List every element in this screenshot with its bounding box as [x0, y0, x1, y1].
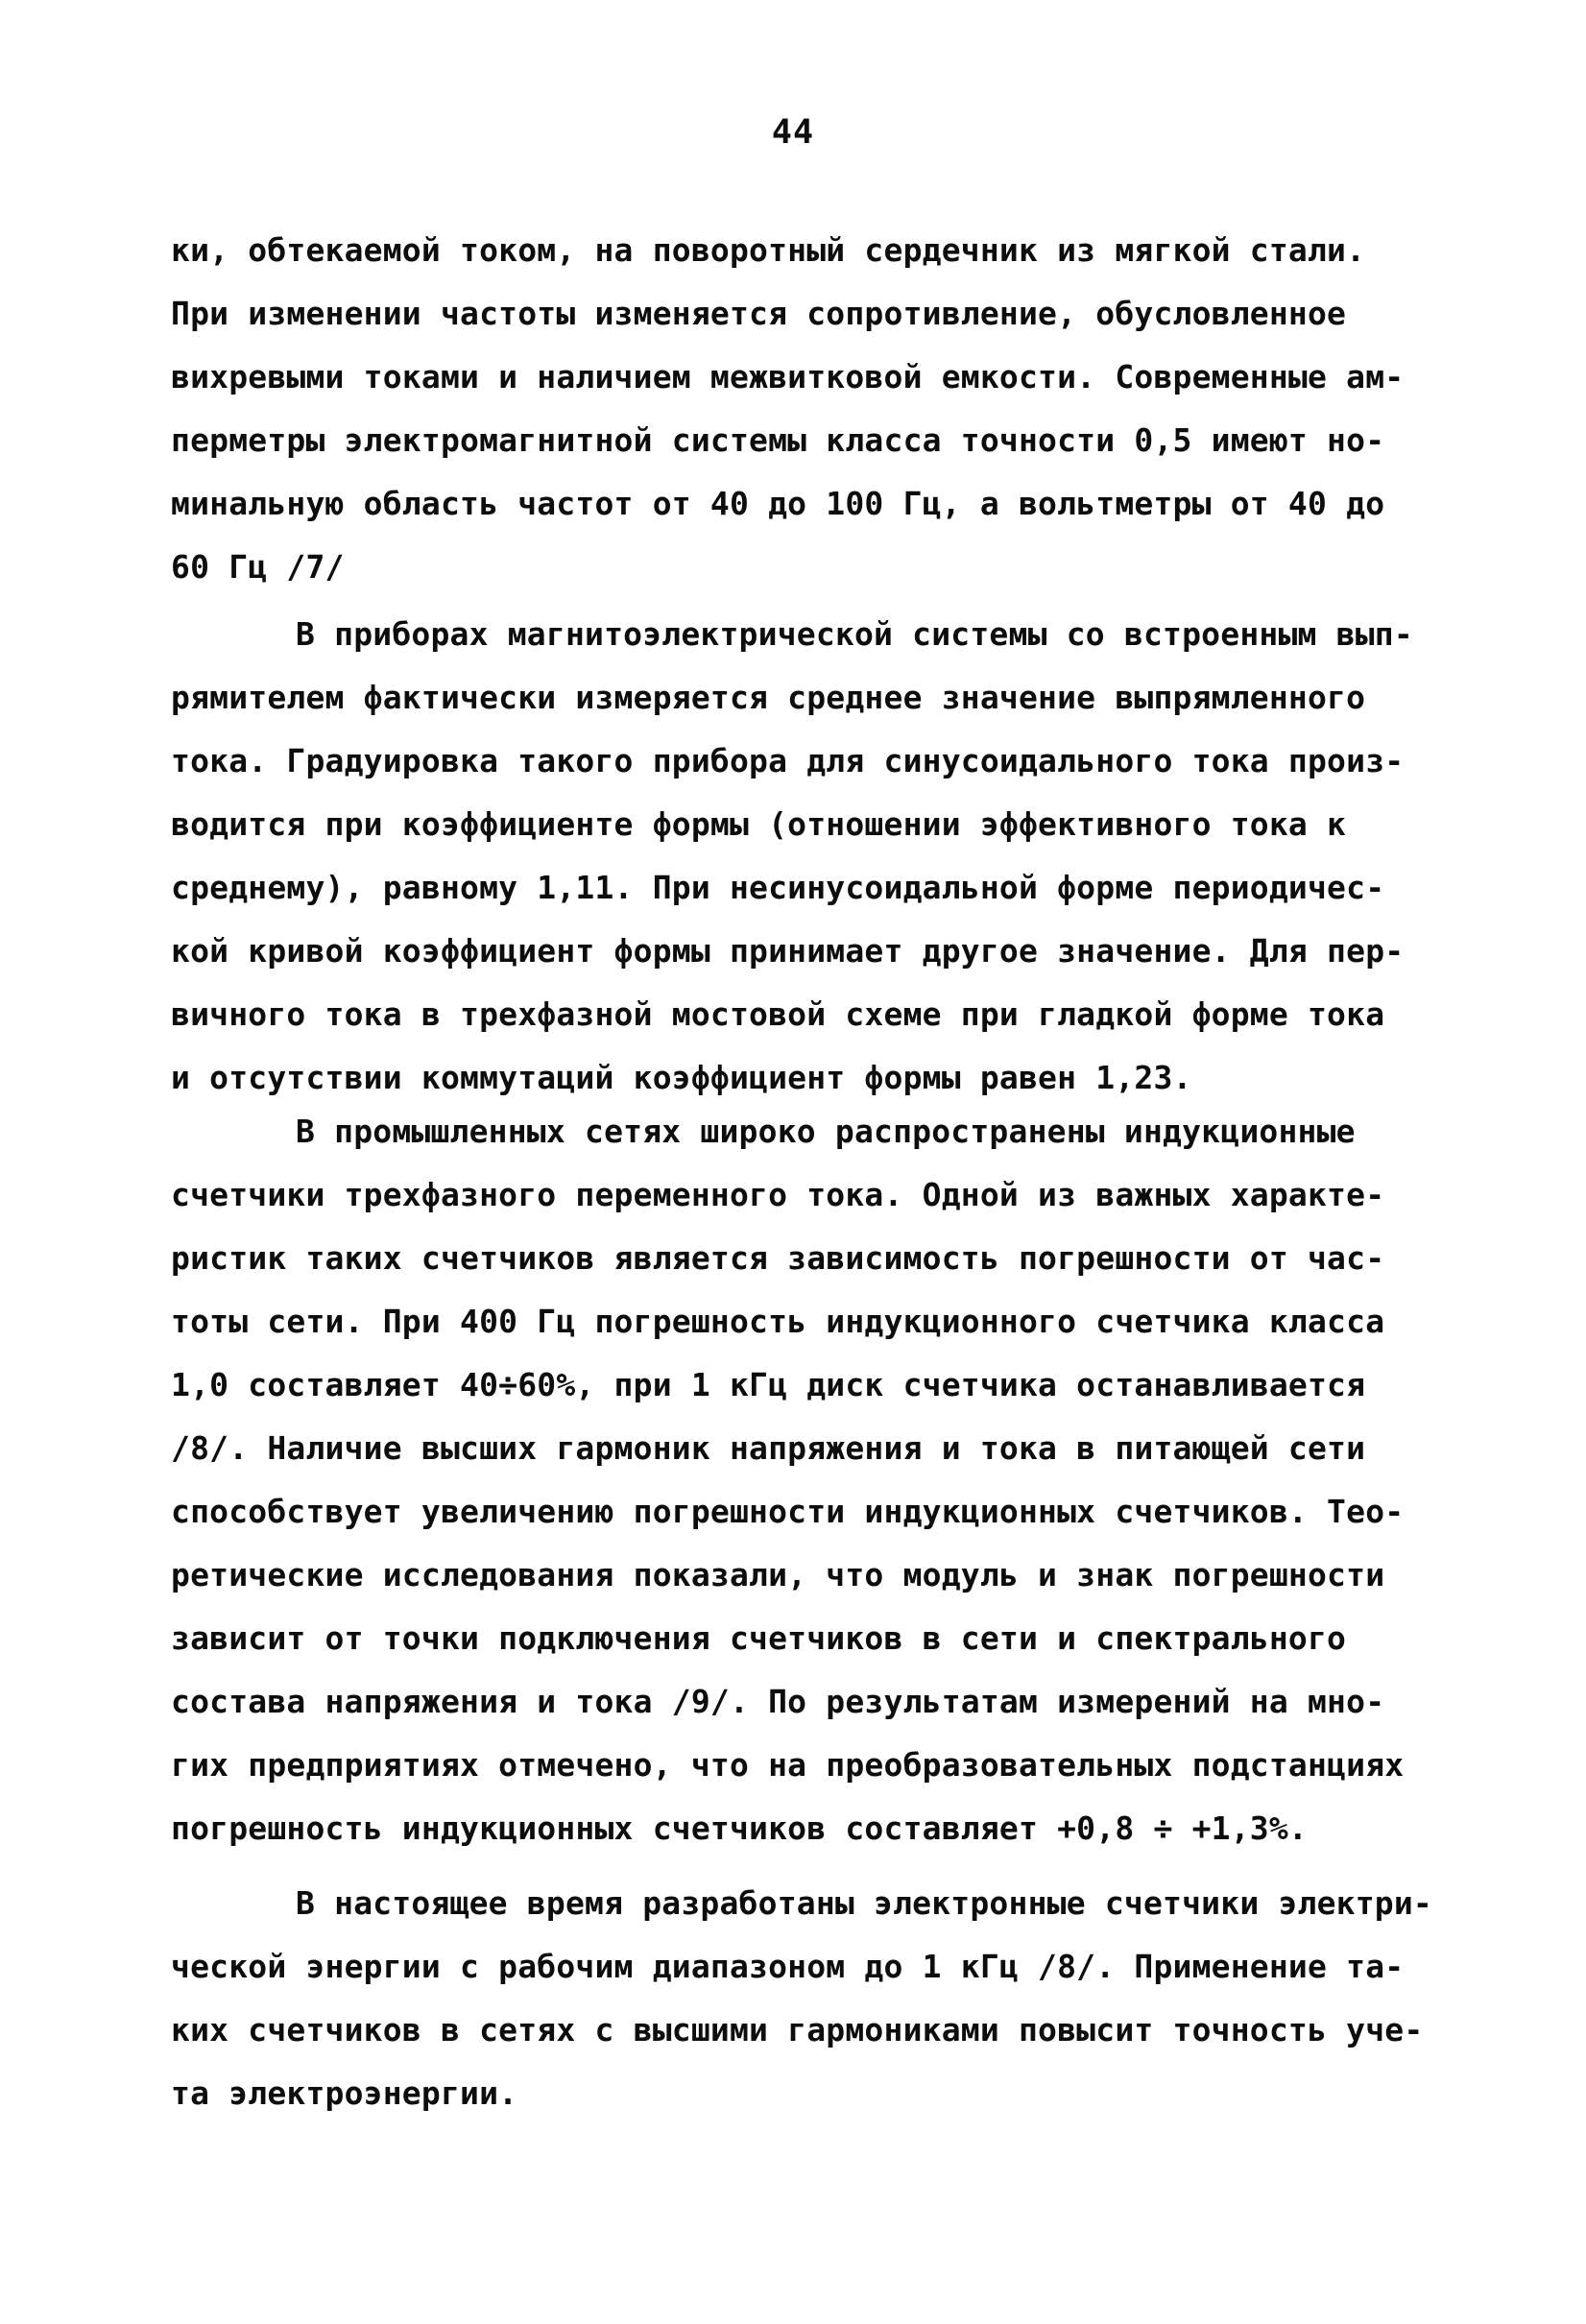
text-line: способствует увеличению погрешности индукционных счетчиков. Тео-: [171, 1493, 1405, 1530]
text-line: вихревыми токами и наличием межвитковой емкости. Современные ам-: [171, 358, 1405, 395]
text-line: ретические исследования показали, что модуль и знак погрешности: [171, 1556, 1385, 1593]
page-number: 44: [771, 113, 815, 152]
text-line: В приборах магнитоэлектрической системы со встроенным вып-: [296, 615, 1413, 653]
text-line: ческой энергии с рабочим диапазоном до 1 кГц /8/. Применение та-: [171, 1948, 1405, 1985]
text-line: При изменении частоты изменяется сопротивление, обусловленное: [171, 295, 1347, 332]
paragraph-1: [171, 219, 1424, 599]
text-line: /8/. Наличие высших гармоник напряжения и тока в питающей сети: [171, 1429, 1366, 1467]
text-line: рямителем фактически измеряется среднее значение выпрямленного: [171, 679, 1366, 716]
text-line: гих предприятиях отмечено, что на преобразовательных подстанциях: [171, 1746, 1405, 1784]
text-line: вичного тока в трехфазной мостовой схеме при гладкой форме тока: [171, 995, 1385, 1033]
text-line: погрешность индукционных счетчиков составляет +0,8 ÷ +1,3%.: [171, 1809, 1308, 1847]
paragraph-2: [171, 603, 1424, 1110]
text-line: В промышленных сетях широко распространены индукционные: [296, 1113, 1356, 1150]
text-line: ки, обтекаемой током, на поворотный сердечник из мягкой стали.: [171, 231, 1366, 269]
text-line: и отсутствии коммутаций коэффициент формы равен 1,23.: [171, 1059, 1192, 1096]
text-line: перметры электромагнитной системы класса точности 0,5 имеют но-: [171, 421, 1385, 459]
text-line: 1,0 составляет 40÷60%, при 1 кГц диск счетчика останавливается: [171, 1366, 1366, 1403]
text-line: та электроэнергии.: [171, 2074, 518, 2112]
text-line: тоты сети. При 400 Гц погрешность индукционного счетчика класса: [171, 1303, 1385, 1340]
text-line: зависит от точки подключения счетчиков в сети и спектрального: [171, 1619, 1347, 1657]
text-line: счетчики трехфазного переменного тока. Одной из важных характе-: [171, 1176, 1385, 1213]
paragraph-4: [171, 1872, 1432, 2125]
text-line: минальную область частот от 40 до 100 Гц, а вольтметры от 40 до: [171, 485, 1385, 522]
text-line: состава напряжения и тока /9/. По результатам измерений на мно-: [171, 1683, 1385, 1720]
text-line: кой кривой коэффициент формы принимает другое значение. Для пер-: [171, 932, 1405, 970]
text-line: тока. Градуировка такого прибора для синусоидального тока произ-: [171, 742, 1405, 779]
text-line: ристик таких счетчиков является зависимость погрешности от час-: [171, 1239, 1385, 1277]
text-line: водится при коэффициенте формы (отношении эффективного тока к: [171, 805, 1347, 843]
text-line: ких счетчиков в сетях с высшими гармониками повысит точность уче-: [171, 2011, 1424, 2048]
text-line: 60 Гц /7/: [171, 548, 345, 586]
paragraph-3: [171, 1100, 1424, 1860]
text-line: В настоящее время разработаны электронные счетчики электри-: [296, 1884, 1432, 1922]
text-line: среднему), равному 1,11. При несинусоидальной форме периодичес-: [171, 869, 1385, 906]
